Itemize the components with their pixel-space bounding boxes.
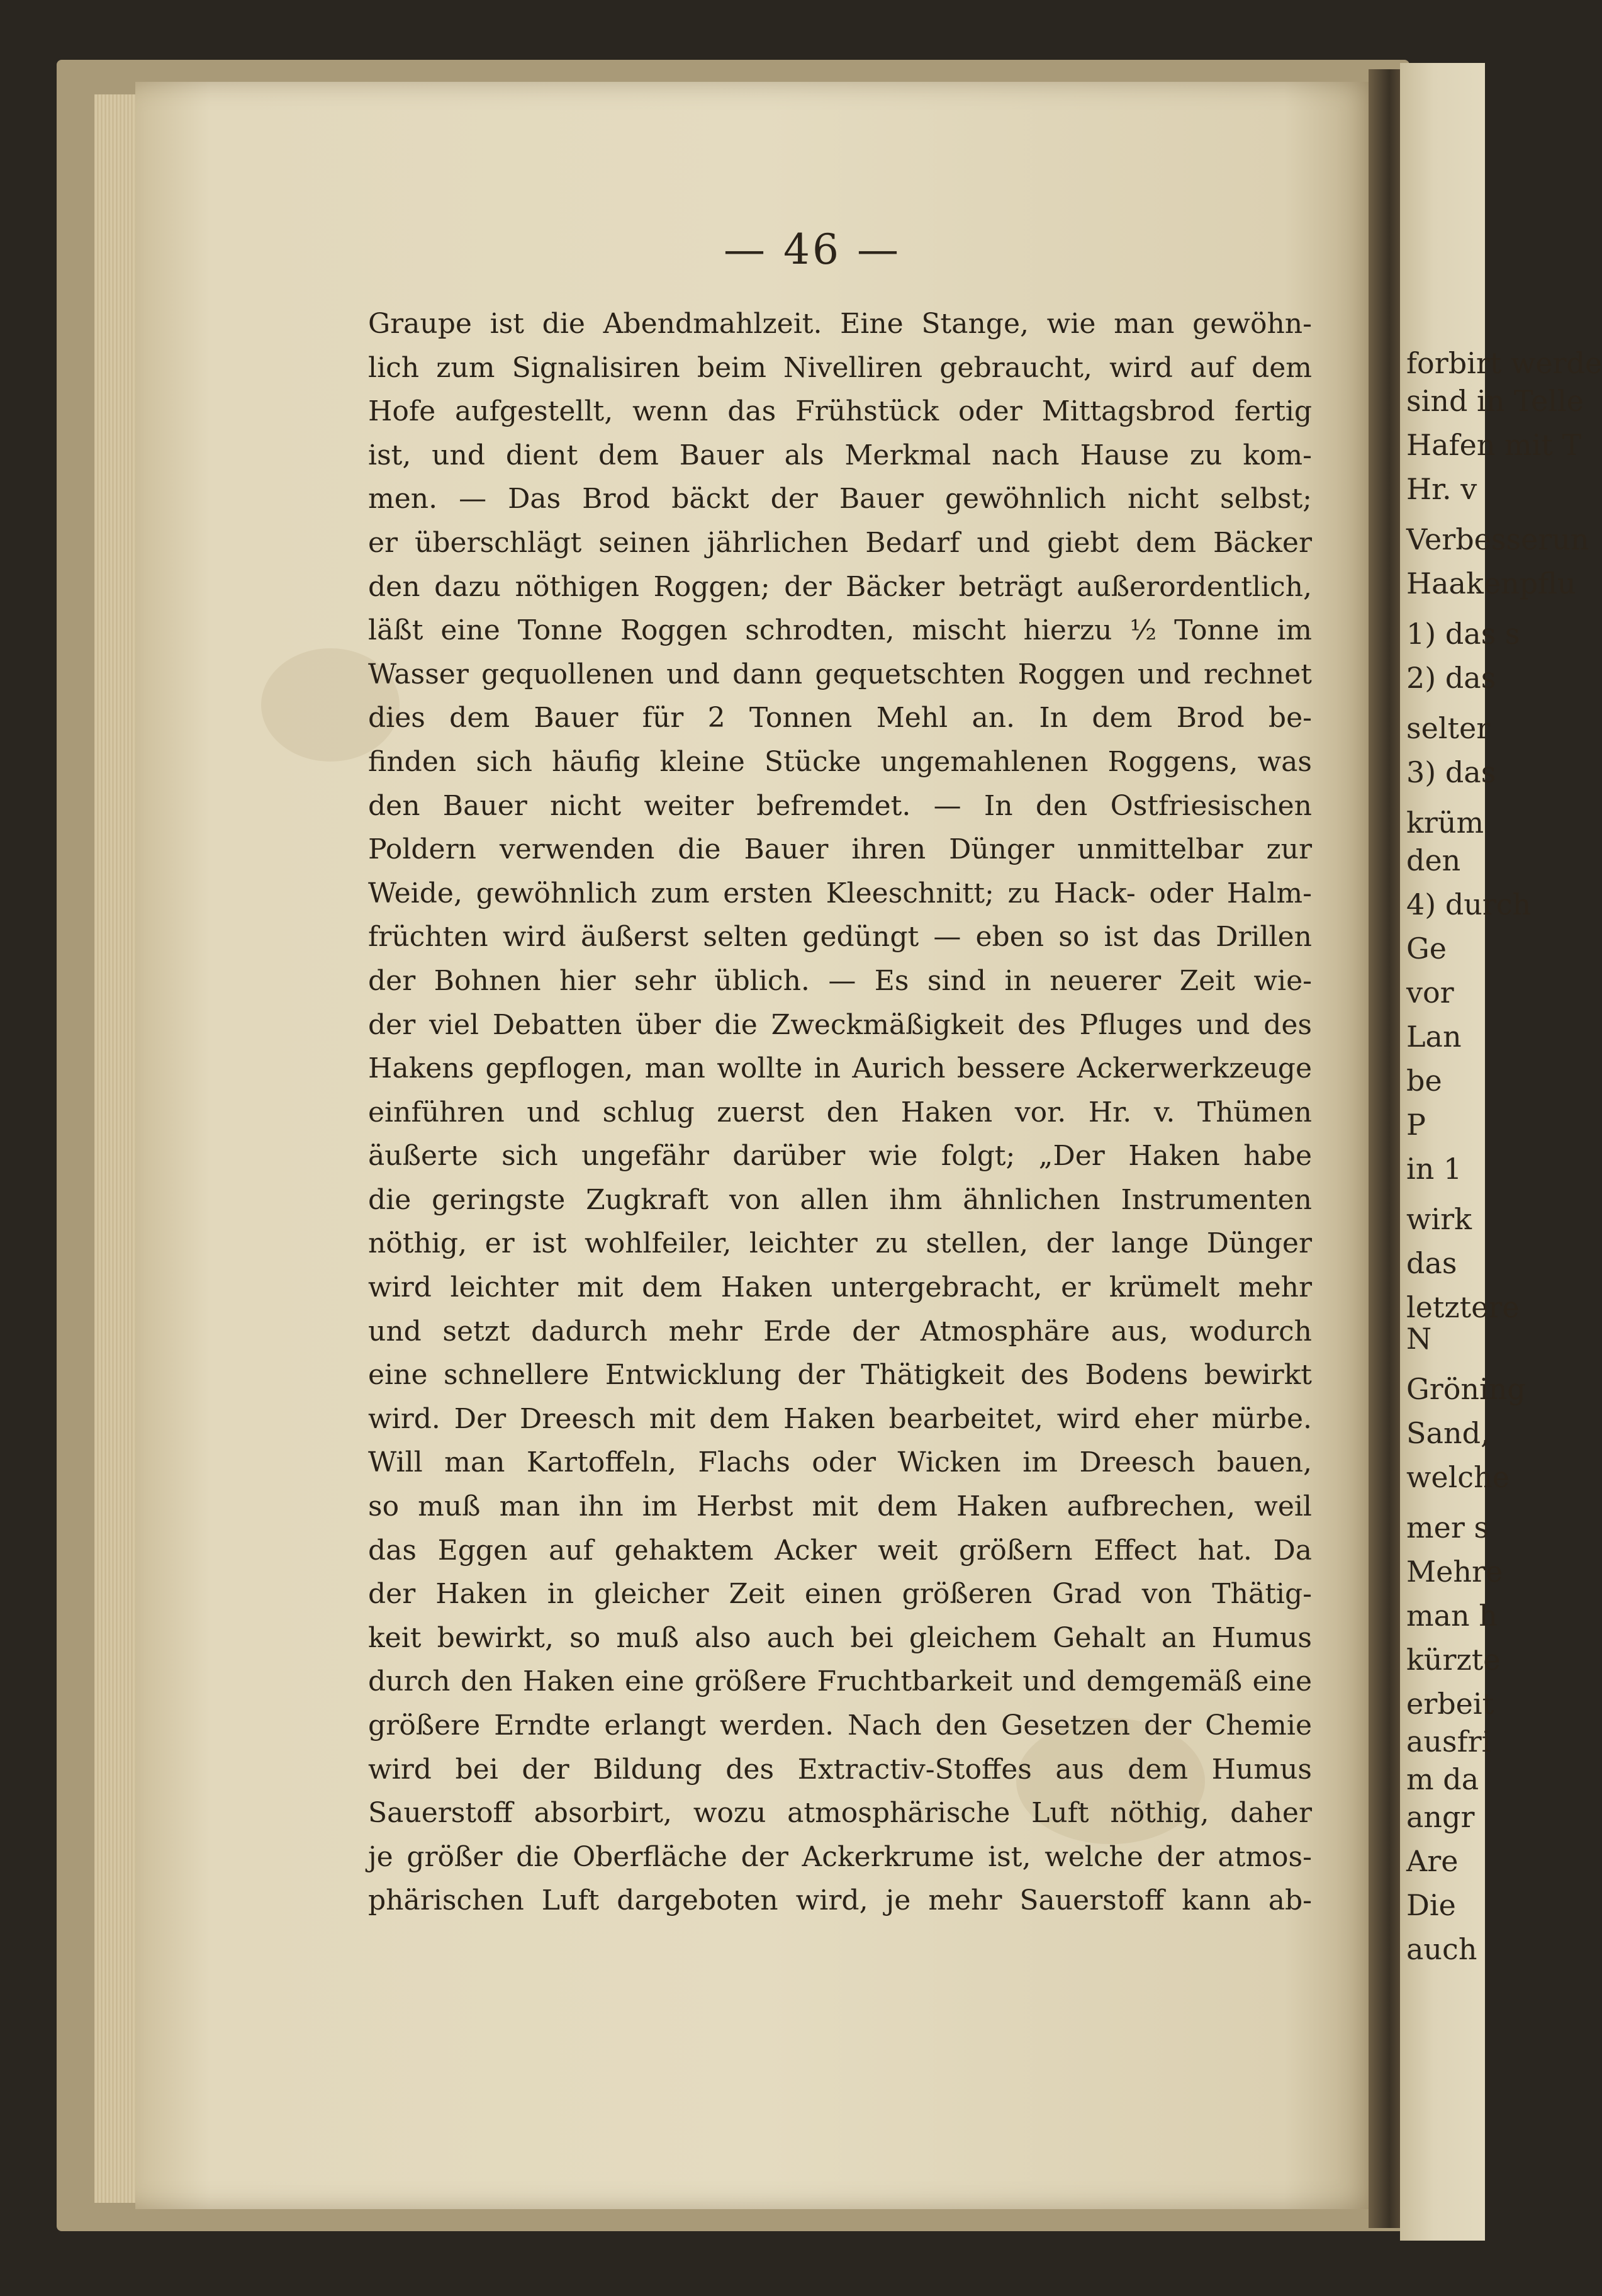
right-page-line: 4) durch [1406, 887, 1532, 921]
text-line: durch den Haken eine größere Fruchtbarkeit und demgemäß eine [368, 1665, 1312, 1698]
right-page-line: 1) das s [1406, 617, 1520, 651]
right-page-line: Verbesserun [1406, 522, 1589, 556]
text-line: einführen und schlug zuerst den Haken vor. Hr. v. Thümen [368, 1096, 1312, 1128]
right-page-line: den [1406, 843, 1461, 877]
text-line: Wasser gequollenen und dann gequetschten Roggen und rechnet [368, 658, 1312, 690]
right-page-line: Gröning [1406, 1372, 1526, 1406]
right-page-line: ausfri [1406, 1725, 1491, 1759]
right-page-line: das [1406, 1246, 1457, 1280]
right-page-line: 3) das [1406, 755, 1496, 789]
right-page-line: Ge [1406, 931, 1447, 965]
text-line: nöthig, er ist wohlfeiler, leichter zu stellen, der lange Dünger [368, 1227, 1312, 1260]
text-line: eine schnellere Entwicklung der Thätigkeit des Bodens bewirkt [368, 1359, 1312, 1392]
right-page-line: erbeit [1406, 1687, 1494, 1721]
text-line: so muß man ihn im Herbst mit dem Haken aufbrechen, weil [368, 1490, 1312, 1523]
right-page-line: be [1406, 1064, 1442, 1098]
right-page-line: man h [1406, 1599, 1498, 1633]
right-page-line: mer s [1406, 1511, 1489, 1545]
text-line: phärischen Luft dargeboten wird, je mehr Sauerstoff kann ab- [368, 1884, 1312, 1917]
right-page-line: welche [1406, 1460, 1510, 1494]
text-line: er überschlägt seinen jährlichen Bedarf und giebt dem Bäcker [368, 526, 1312, 559]
right-page-line: Die [1406, 1888, 1456, 1922]
text-line: der viel Debatten über die Zweckmäßigkeit des Pfluges und des [368, 1008, 1312, 1041]
text-line: Poldern verwenden die Bauer ihren Dünger unmittelbar zur [368, 833, 1312, 866]
text-line: früchten wird äußerst selten gedüngt — eben so ist das Drillen [368, 921, 1312, 954]
text-line: den Bauer nicht weiter befremdet. — In den Ostfriesischen [368, 789, 1312, 822]
text-line: Will man Kartoffeln, Flachs oder Wicken im Dreesch bauen, [368, 1446, 1312, 1479]
right-page-line: Haakenpflu [1406, 566, 1576, 600]
right-page-line: letztere [1406, 1290, 1520, 1324]
right-page-line: krüm [1406, 806, 1484, 840]
text-line: lich zum Signalisiren beim Nivelliren gebraucht, wird auf dem [368, 351, 1312, 384]
right-page-edge [1400, 63, 1602, 2241]
right-page-line: Sand, [1406, 1416, 1490, 1450]
right-page-line: auch [1406, 1932, 1477, 1966]
right-page-line: forbirt werde [1406, 346, 1602, 380]
text-line: Graupe ist die Abendmahlzeit. Eine Stange, wie man gewöhn- [368, 308, 1312, 340]
right-page-line: m da [1406, 1762, 1479, 1796]
text-line: finden sich häufig kleine Stücke ungemahlenen Roggens, was [368, 745, 1312, 778]
text-line: der Bohnen hier sehr üblich. — Es sind in neuerer Zeit wie- [368, 964, 1312, 997]
text-line: wird bei der Bildung des Extractiv-Stoffes aus dem Humus [368, 1753, 1312, 1786]
page-body-text [368, 302, 1312, 1923]
text-line: dies dem Bauer für 2 Tonnen Mehl an. In dem Brod be- [368, 702, 1312, 734]
text-line: Weide, gewöhnlich zum ersten Kleeschnitt; zu Hack- oder Halm- [368, 877, 1312, 909]
right-page-line: P [1406, 1108, 1426, 1142]
text-line: ist, und dient dem Bauer als Merkmal nach Hause zu kom- [368, 439, 1312, 471]
right-page-line: vor [1406, 976, 1454, 1010]
right-page-line: Lan [1406, 1020, 1462, 1054]
right-page-line: wirk [1406, 1202, 1472, 1236]
right-page-line: Are [1406, 1844, 1459, 1878]
text-line: die geringste Zugkraft von allen ihm ähnlichen Instrumenten [368, 1183, 1312, 1216]
text-line: das Eggen auf gehaktem Acker weit größern Effect hat. Da [368, 1534, 1312, 1567]
text-line: wird. Der Dreesch mit dem Haken bearbeitet, wird eher mürbe. [368, 1402, 1312, 1435]
page-number: — 46 — [724, 225, 901, 274]
right-page-line: selter [1406, 711, 1491, 745]
text-line: wird leichter mit dem Haken untergebracht, er krümelt mehr [368, 1271, 1312, 1304]
right-page-line: sind in Telle [1406, 384, 1584, 418]
book-gutter [1369, 69, 1403, 2228]
text-line: der Haken in gleicher Zeit einen größeren Grad von Thätig- [368, 1578, 1312, 1611]
text-line: je größer die Oberfläche der Ackerkrume ist, welche der atmos- [368, 1840, 1312, 1873]
right-page-line: Mehre [1406, 1555, 1503, 1589]
text-line: äußerte sich ungefähr darüber wie folgt; „Der Haken habe [368, 1140, 1312, 1173]
right-page-line: 2) das [1406, 661, 1496, 695]
text-line: größere Erndte erlangt werden. Nach den Gesetzen der Chemie [368, 1709, 1312, 1742]
text-line: keit bewirkt, so muß also auch bei gleichem Gehalt an Humus [368, 1621, 1312, 1654]
right-page-line: angr [1406, 1800, 1475, 1834]
text-line: Hakens gepflogen, man wollte in Aurich bessere Ackerwerkzeuge [368, 1052, 1312, 1085]
right-page-line: kürzte [1406, 1643, 1501, 1677]
right-page-line: Hr. v [1406, 472, 1477, 506]
text-line: Sauerstoff absorbirt, wozu atmosphärische Luft nöthig, daher [368, 1797, 1312, 1830]
text-line: läßt eine Tonne Roggen schrodten, mischt hierzu ½ Tonne im [368, 614, 1312, 647]
right-page-line: N [1406, 1322, 1432, 1356]
text-line: Hofe aufgestellt, wenn das Frühstück oder Mittagsbrod fertig [368, 395, 1312, 428]
right-page-line: Hafen mit T [1406, 428, 1582, 462]
text-line: und setzt dadurch mehr Erde der Atmosphäre aus, wodurch [368, 1315, 1312, 1348]
text-line: men. — Das Brod bäckt der Bauer gewöhnlich nicht selbst; [368, 483, 1312, 515]
right-page-line: in 1 [1406, 1152, 1462, 1186]
text-line: den dazu nöthigen Roggen; der Bäcker beträgt außerordentlich, [368, 570, 1312, 603]
